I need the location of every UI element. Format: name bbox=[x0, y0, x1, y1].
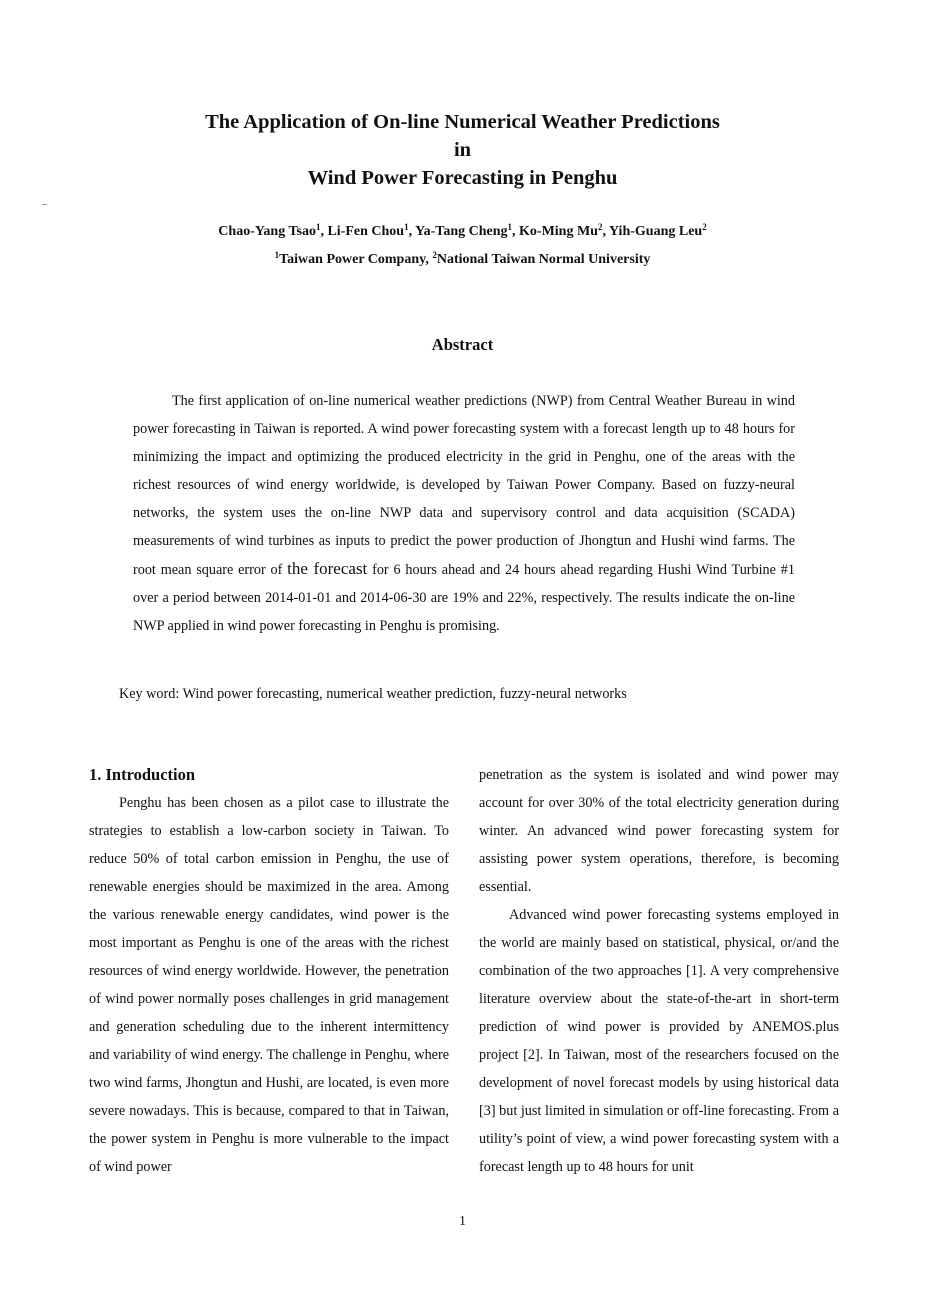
intro-paragraph-1-continued: penetration as the system is isolated and wind power may account for over 30% of the total electricity generation during winter. An advanced wind power forecasting system for assisting power system operations, therefore, is becoming essential. bbox=[479, 767, 839, 895]
paper-title-line-2: in bbox=[453, 139, 472, 161]
affiliation-list bbox=[0, 250, 925, 270]
author-4: Ko-Ming Mu$^2$, bbox=[519, 222, 609, 239]
keywords: Key word: Wind power forecasting, numerical weather prediction, fuzzy-neural networks bbox=[119, 686, 627, 702]
intro-paragraph-1: Penghu has been chosen as a pilot case to illustrate the strategies to establish a low-carbon society in Taiwan. To reduce 50% of total carbon emission in Penghu, the use of renewable energies should be maximized in the area. Among the various renewable energy candidates, wind power is the most important as Penghu is one of the areas with the richest resources of wind energy worldwide. However, the penetration of wind power normally poses challenges in grid management and generation scheduling due to the inherent intermittency and variability of wind energy. The challenge in Penghu, where two wind farms, Jhongtun and Hushi, are located, is even more severe nowadays. This is because, compared to that in Taiwan, the power system in Penghu is more vulnerable to the impact of wind power bbox=[89, 795, 449, 1175]
section-heading-introduction: 1. Introduction bbox=[89, 765, 196, 784]
paper-title-line-1: The Application of On-line Numerical Weather Predictions bbox=[205, 111, 720, 133]
side-mark: – bbox=[42, 199, 47, 210]
author-3: Ya-Tang Cheng$^1$, bbox=[415, 222, 520, 239]
affiliation-2: $^2$National Taiwan Normal University bbox=[432, 250, 651, 267]
author-2: Li-Fen Chou$^1$, bbox=[327, 222, 416, 239]
affiliation-1: $^1$Taiwan Power Company, bbox=[274, 250, 433, 267]
page-number: 1 bbox=[459, 1214, 466, 1229]
right-column bbox=[479, 761, 839, 1181]
intro-paragraph-2: Advanced wind power forecasting systems employed in the world are mainly based on statistical, physical, or/and the combination of the two approaches [1]. A very comprehensive literature overview about the state-of-the-art in short-term prediction of wind power is provided by ANEMOS.plus project [2]. In Taiwan, most of the researchers focused on the development of novel forecast models by using historical data [3] but just limited in simulation or off-line forecasting. From a utility’s point of view, a wind power forecasting system with a forecast length up to 48 hours for unit bbox=[479, 907, 839, 1175]
author-5: Yih-Guang Leu$^2$ bbox=[608, 222, 707, 239]
author-list bbox=[0, 222, 925, 242]
abstract-heading: Abstract bbox=[431, 335, 494, 354]
author-1: Chao-Yang Tsao$^1$, bbox=[218, 222, 328, 239]
abstract-body: The first application of on-line numerical weather predictions (NWP) from Central Weather Bureau in wind power forecasting in Taiwan is reported. A wind power forecasting system with a forecast length up to 48 hours for minimizing the impact and optimizing the produced electricity in the grid in Penghu, one of the areas with the richest resources of wind energy worldwide, is developed by Taiwan Power Company. Based on fuzzy-neural networks, the system uses the on-line NWP data and supervisory control and data acquisition (SCADA) measurements of wind turbines as inputs to predict the power production of Jhongtun and Hushi wind farms. The root mean square error of the forecast for 6 hours ahead and 24 hours ahead regarding Hushi Wind Turbine #1 over a period between 2014-01-01 and 2014-06-30 are 19% and 22%, respectively. The results indicate the on-line NWP applied in wind power forecasting in Penghu is promising. bbox=[133, 393, 795, 634]
left-column bbox=[89, 761, 449, 1181]
paper-title-line-3: Wind Power Forecasting in Penghu bbox=[307, 167, 618, 189]
